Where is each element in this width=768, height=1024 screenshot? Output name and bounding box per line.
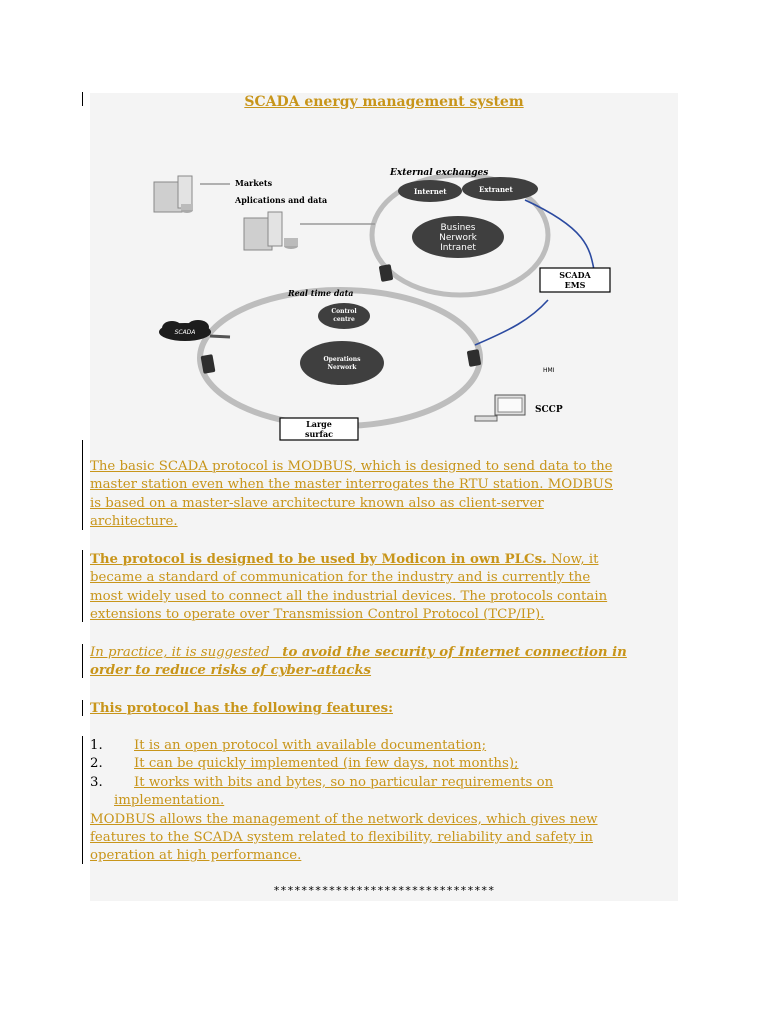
list-item [90, 774, 678, 792]
text-line: is based on a master-slave architecture known also as client-server [90, 495, 544, 511]
list-text-continued: implementation. [114, 793, 225, 809]
paragraph-2 [90, 551, 678, 625]
computer-icon [475, 395, 525, 421]
ems-label: EMS [564, 280, 586, 290]
list-number: 1. [90, 738, 103, 753]
text-line: order to reduce risks of cyber-attacks [90, 663, 372, 679]
real-time-label: Real time data [288, 288, 354, 298]
list-number: 2. [90, 756, 103, 772]
text-line: operation at high performance. [90, 848, 302, 864]
operations-label-2: Nerwork [327, 364, 357, 371]
business-label-3: Intranet [440, 243, 476, 253]
scada-network-diagram [150, 160, 620, 442]
heading-text: This protocol has the following features: [90, 701, 393, 716]
italic-text: In practice, it is suggested [90, 645, 270, 660]
text-line [90, 551, 678, 569]
features-heading [90, 700, 678, 718]
internet-label: Internet [414, 187, 447, 196]
applications-label: Aplications and data [235, 195, 328, 205]
markets-label: Markets [235, 178, 273, 188]
text-line: extensions to operate over Transmission Control Protocol (TCP/IP). [90, 607, 545, 623]
bold-italic-text: to avoid the security of Internet connection in [282, 645, 627, 660]
link-line [475, 300, 548, 345]
extranet-label: Extranet [479, 185, 513, 194]
sccp-label: SCCP [535, 405, 563, 415]
cloud-label: SCADA [174, 329, 196, 336]
business-label-1: Busines [440, 223, 476, 233]
change-bar [82, 736, 83, 864]
change-bar [82, 550, 83, 622]
markets-server-icon [154, 176, 193, 213]
list-item [90, 737, 678, 755]
text-line: MODBUS allows the management of the network devices, which gives new [90, 811, 598, 827]
surfac-label: surfac [304, 429, 334, 439]
paragraph-3 [90, 644, 678, 681]
control-label-1: Control [331, 308, 357, 315]
list-text: It is an open protocol with available documentation; [134, 738, 487, 753]
change-bar [82, 700, 83, 716]
list-number: 3. [90, 774, 103, 790]
scada-label: SCADA [559, 270, 591, 280]
text-line [90, 644, 678, 662]
change-bar [82, 644, 83, 678]
features-list [90, 737, 678, 866]
large-label: Large [306, 419, 332, 429]
text-line: features to the SCADA system related to flexibility, reliability and safety in [90, 830, 593, 846]
text-fragment: Now, it [546, 552, 599, 567]
bold-sentence: The protocol is designed to be used by Modicon in own PLCs. [90, 552, 547, 567]
text-line: most widely used to connect all the industrial devices. The protocols contain [90, 588, 608, 604]
applications-server-icon [244, 212, 298, 250]
list-text: It works with bits and bytes, so no particular requirements on [134, 774, 554, 790]
list-text: It can be quickly implemented (in few days, not months); [134, 756, 519, 772]
hmi-label: HMI [543, 367, 555, 374]
operations-label-1: Operations [323, 356, 361, 363]
text-line: master station even when the master interrogates the RTU station. MODBUS [90, 477, 613, 493]
change-bar [82, 440, 83, 530]
text-line: The basic SCADA protocol is MODBUS, which is designed to send data to the [90, 459, 613, 474]
list-item [90, 755, 678, 773]
external-exchanges-label: External exchanges [390, 168, 489, 178]
control-label-2: centre [333, 316, 355, 323]
text-line: architecture. [90, 514, 178, 530]
paragraph-1 [90, 458, 678, 532]
rtu-device-icon [379, 264, 394, 282]
text-cursor-marker [82, 92, 83, 106]
section-separator: ******************************** [273, 884, 495, 897]
business-label-2: Nerwork [439, 233, 477, 243]
text-line: became a standard of communication for the industry and is currently the [90, 570, 591, 586]
document-title: SCADA energy management system [244, 94, 524, 110]
operations-network-node [300, 341, 384, 385]
